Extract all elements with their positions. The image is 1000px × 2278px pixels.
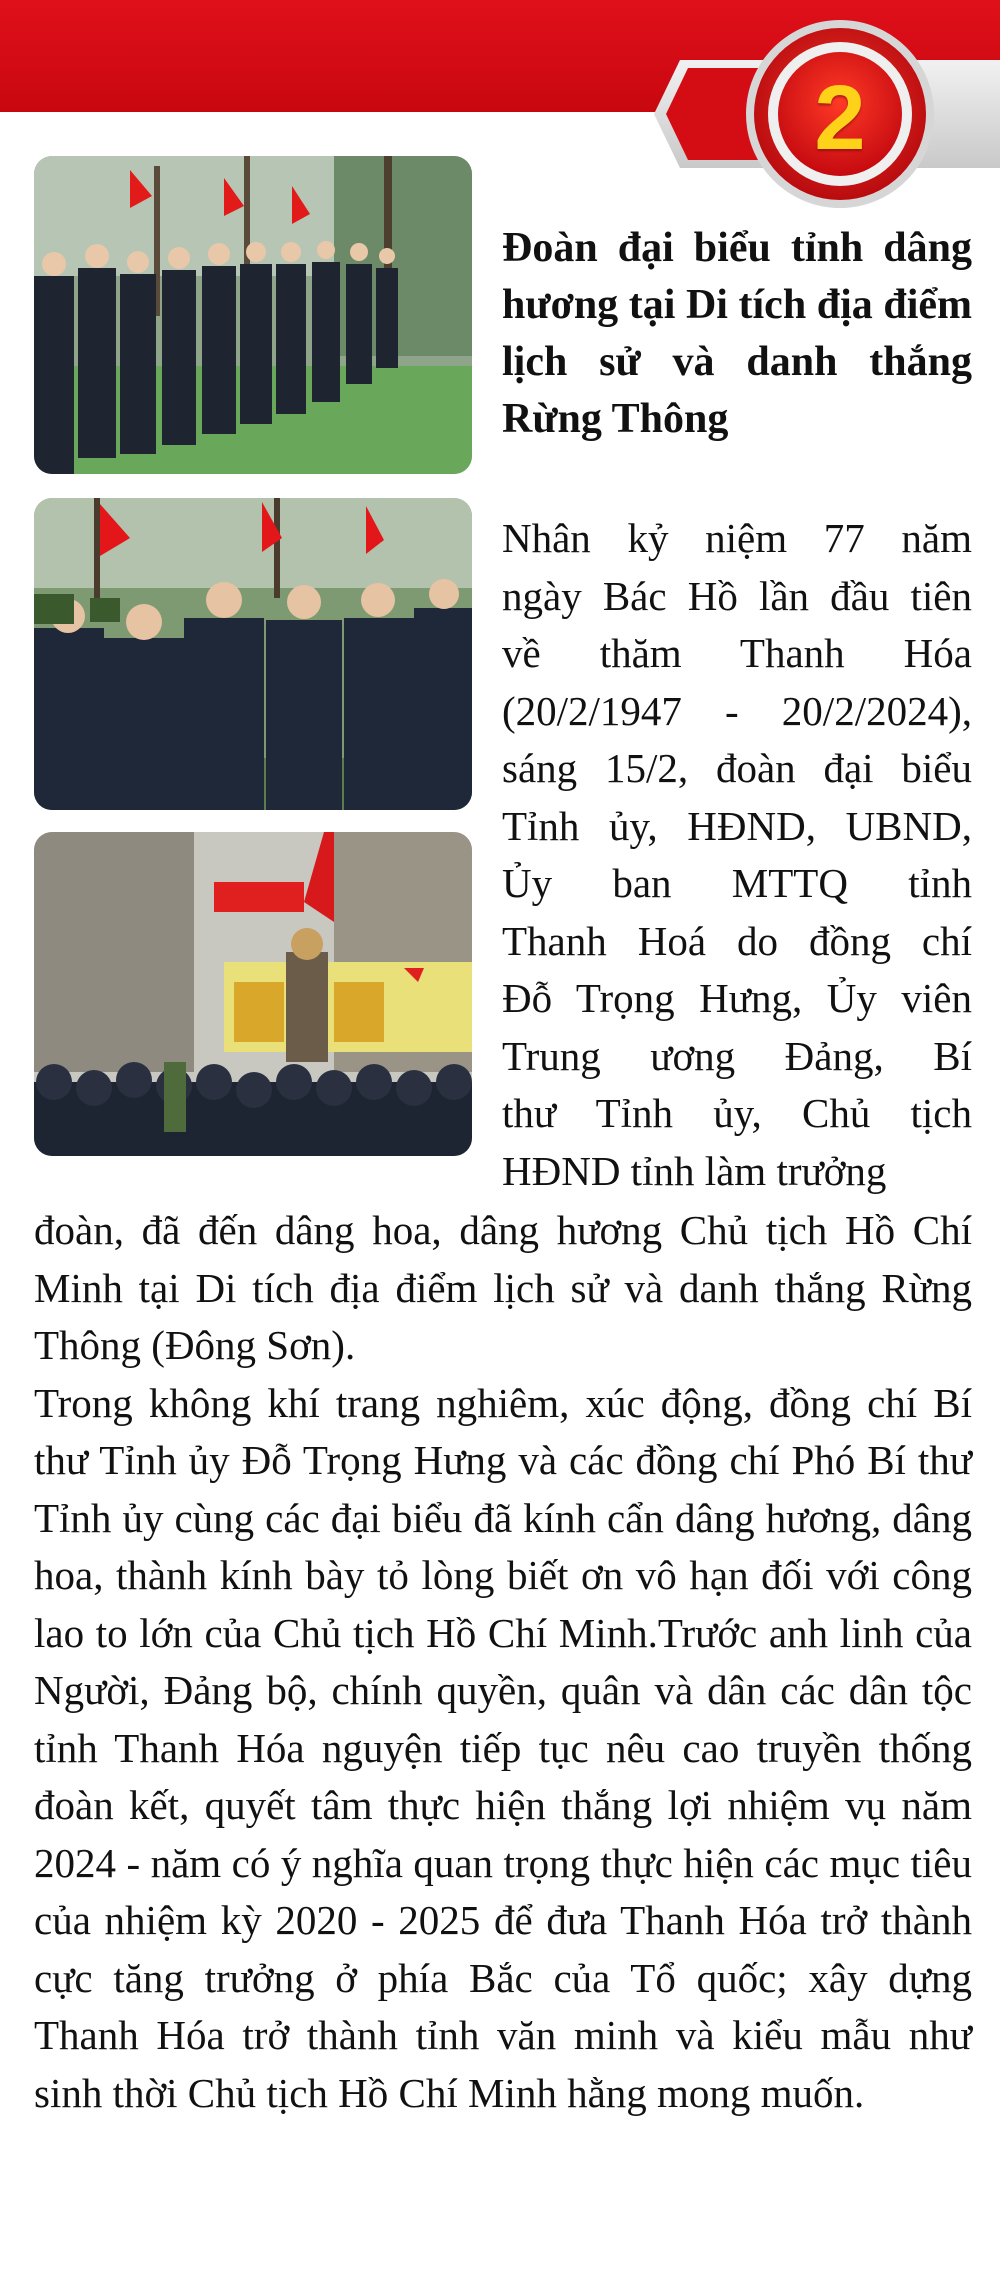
intro-line: Trung ương Đảng, Bí [502, 1032, 972, 1079]
article-title: Đoàn đại biểu tỉnh dâng hương tại Di tích địa điểm lịch sử và danh thắng Rừng Thông [502, 225, 972, 442]
intro-line: HĐND tỉnh làm trưởng [502, 1147, 887, 1194]
intro-line: thư Tỉnh ủy, Chủ tịch [502, 1090, 972, 1136]
body-paragraph: Trong không khí trang nghiêm, xúc động, đồng chí Bí thư Tỉnh ủy Đỗ Trọng Hưng và các đồng chí Phó Bí thư Tỉnh ủy cùng các đại biểu đã kính cẩn dâng hương, dâng hoa, thành kính bày tỏ lòng biết ơn vô hạn đối với công lao to lớn của Chủ tịch Hồ Chí Minh.Trước anh linh của Người, Đảng bộ, chính quyền, quân và dân các dân tộc tỉnh Thanh Hóa nguyện tiếp tục nêu cao truyền thống đoàn kết, quyết tâm thực hiện thắng lợi nhiệm vụ năm 2024 - năm có ý nghĩa quan trọng thực hiện các mục tiêu của nhiệm kỳ 2020 - 2025 để đưa Thanh Hóa trở thành cực tăng trưởng ở phía Bắc của Tổ quốc; xây dựng Thanh Hóa trở thành tỉnh văn minh và kiểu mẫu như sinh thời Chủ tịch Hồ Chí Minh hằng mong muốn. [34, 1379, 972, 2116]
intro-line: về thăm Thanh Hóa [502, 630, 972, 676]
section-number-badge: 2 [814, 66, 866, 169]
intro-column [502, 510, 972, 1200]
intro-continuation: đoàn, đã đến dâng hoa, dâng hương Chủ tịch Hồ Chí Minh tại Di tích địa điểm lịch sử và danh thắng Rừng Thông (Đông Sơn). [34, 1207, 972, 1368]
intro-line: Thanh Hoá do đồng chí [502, 917, 972, 964]
intro-line: sáng 15/2, đoàn đại biểu [502, 745, 972, 791]
delegation-lineup-photo [34, 156, 472, 474]
intro-line: Đỗ Trọng Hưng, Ủy viên [502, 975, 972, 1021]
intro-line: Ủy ban MTTQ tỉnh [502, 860, 972, 906]
intro-line: Tỉnh ủy, HĐND, UBND, [502, 802, 972, 849]
incense-offering-photo [34, 498, 472, 810]
memorial-ceremony-photo [34, 832, 472, 1156]
intro-line: (20/2/1947 - 20/2/2024), [502, 687, 972, 734]
intro-line: Nhân kỷ niệm 77 năm [502, 515, 972, 561]
article-body [34, 1202, 972, 2122]
intro-line: ngày Bác Hồ lần đầu tiên [502, 572, 972, 619]
